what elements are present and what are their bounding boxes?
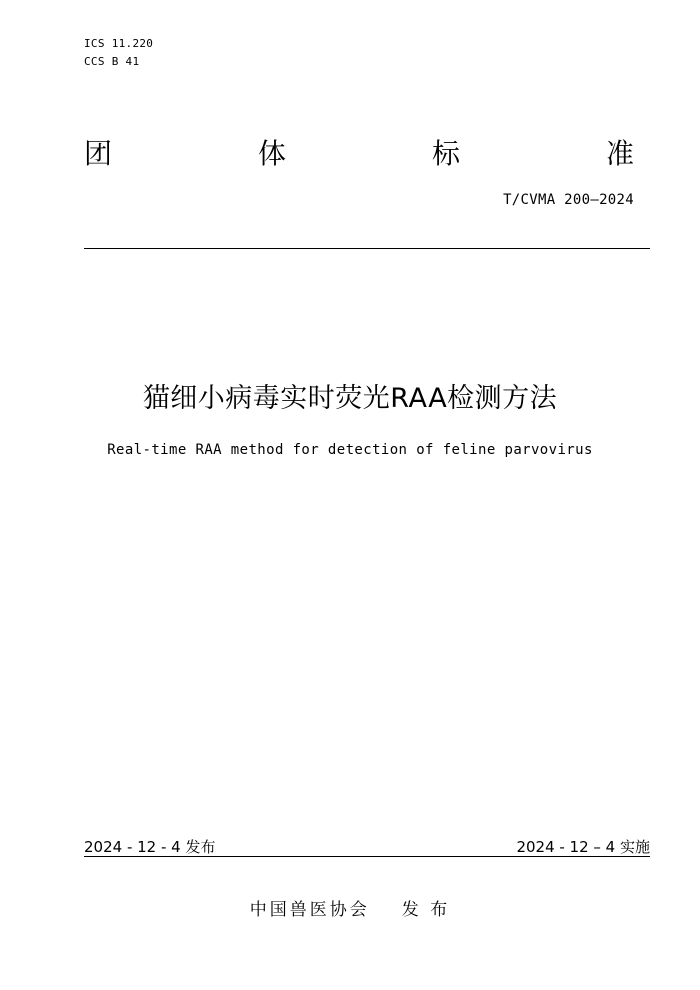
- ics-code: ICS 11.220: [84, 37, 154, 50]
- publisher-line: [0, 899, 700, 921]
- publish-date: 2024 - 12 - 4 发布: [84, 838, 216, 856]
- publisher-name: 中国兽医协会: [249, 900, 370, 920]
- standard-type-char-4: 准: [606, 137, 635, 170]
- implementation-date: 2024 - 12 – 4 实施: [516, 838, 650, 856]
- document-title-chinese: 猫细小病毒实时荧光RAA检测方法: [142, 383, 558, 414]
- standard-type-char-3: 标: [432, 137, 461, 170]
- bottom-divider: [84, 856, 650, 857]
- publish-action: 发 布: [401, 900, 451, 920]
- top-divider: [84, 248, 650, 249]
- standard-type-char-2: 体: [258, 137, 287, 170]
- document-title-english: Real-time RAA method for detection of feline parvovirus: [107, 442, 593, 458]
- standard-type-char-1: 团: [84, 137, 113, 170]
- standard-number: T/CVMA 200—2024: [503, 192, 634, 208]
- ccs-code: CCS B 41: [84, 55, 140, 68]
